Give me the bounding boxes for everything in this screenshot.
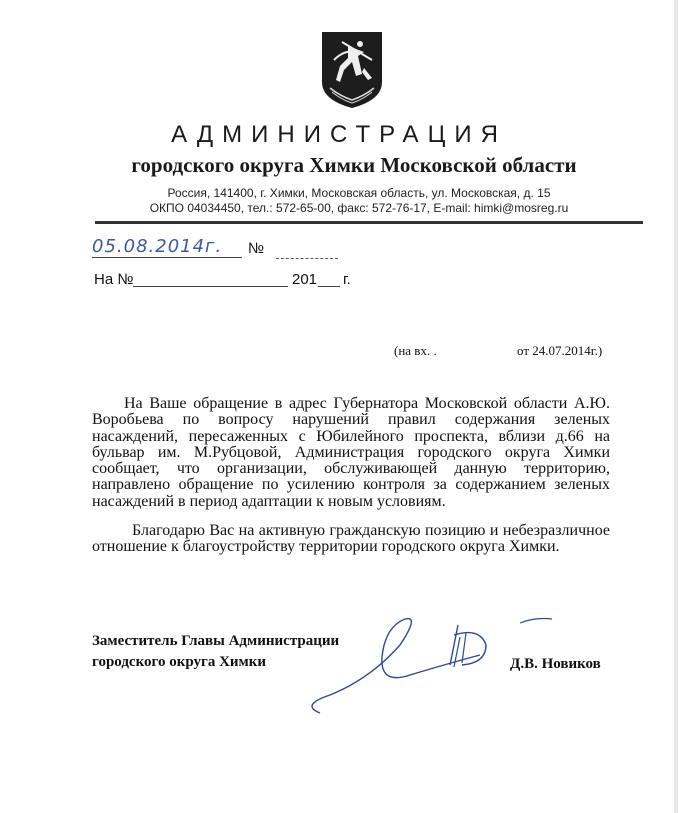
contacts-line: ОКПО 04034450, тел.: 572-65-00, факс: 572-76-17, E-mail: himki@mosreg.ru bbox=[149, 201, 569, 215]
address-line: Россия, 141400, г. Химки, Московская область, ул. Московская, д. 15 bbox=[167, 186, 551, 200]
org-subtitle: городского округа Химки Московской области bbox=[131, 153, 577, 177]
date-underline bbox=[92, 257, 242, 258]
reference-year-suffix: г. bbox=[343, 271, 351, 288]
reference-label: На № bbox=[94, 271, 134, 288]
org-title: АДМИНИСТРАЦИЯ bbox=[171, 121, 507, 148]
reference-year: 201 bbox=[292, 271, 318, 288]
signer-title-line: Заместитель Главы Администрации bbox=[92, 633, 340, 649]
body-paragraph: Благодарю Вас на активную гражданскую позицию и небезразличное отношение к благоустройству территории городского округа Химки. bbox=[92, 522, 610, 556]
letterhead-divider bbox=[95, 221, 643, 224]
reference-number-field bbox=[133, 286, 288, 287]
reference-year-field bbox=[318, 286, 340, 287]
registration-date: 05.08.2014г. bbox=[92, 236, 223, 257]
body-paragraph: На Ваше обращение в адрес Губернатора Московской области А.Ю. Воробьева по вопросу нарушений правил содержания зеленых насаждений, пересаженных с Юбилейного проспекта, вблизи д.66 на бульвар им. М.Рубцовой, Администрация городского округа Химки сообщает, что организации, обслуживающей данную территорию, направлено обращение по усилению контроля за содержанием зеленых насаждений в период адаптации к новым условиям. bbox=[92, 395, 610, 510]
coat-of-arms-icon bbox=[320, 30, 384, 110]
incoming-label: (на вх. . bbox=[394, 343, 437, 358]
registration-number-field bbox=[276, 257, 338, 259]
signer-name: Д.В. Новиков bbox=[510, 656, 601, 672]
signer-title-line: городского округа Химки bbox=[92, 654, 267, 670]
registration-number-label: № bbox=[248, 240, 265, 257]
incoming-date: от 24.07.2014г.) bbox=[517, 343, 603, 358]
